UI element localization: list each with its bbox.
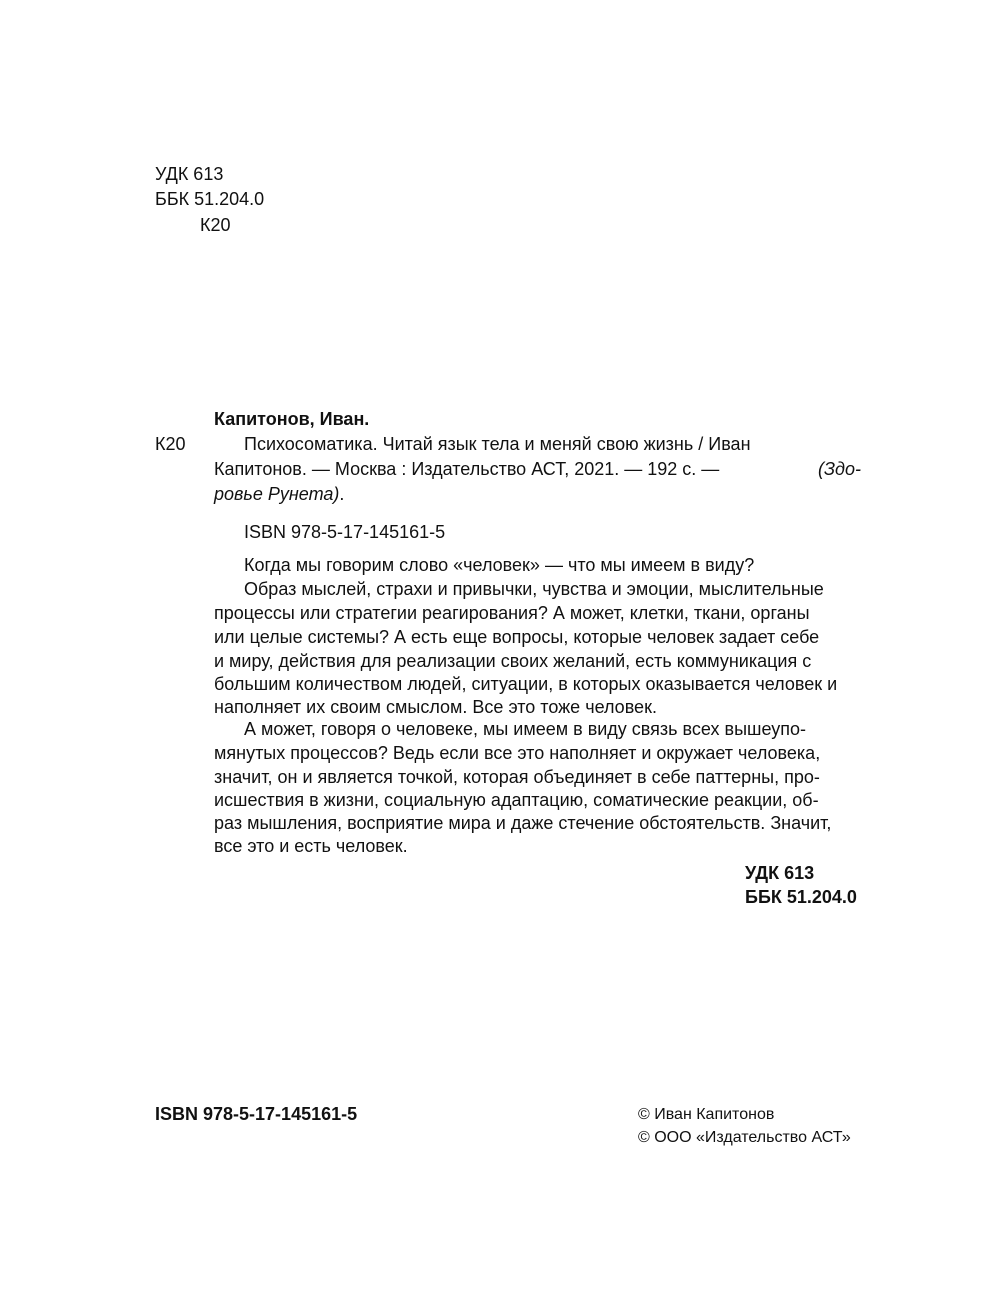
bib-publisher-text: Капитонов. — Москва : Издательство АСТ, 2021. — 192 с. — <box>214 459 720 479</box>
bbk-code-bottom: ББК 51.204.0 <box>745 887 857 907</box>
abstract-line: мянутых процессов? Ведь если все это наполняет и окружает человека, <box>214 743 821 763</box>
abstract-line: Когда мы говорим слово «человек» — что мы имеем в виду? <box>244 555 755 575</box>
bib-series-period: . <box>339 484 345 504</box>
bbk-code-top: ББК 51.204.0 <box>155 189 265 209</box>
bib-series-end: ровье Рунета) <box>214 484 340 504</box>
udk-code-bottom: УДК 613 <box>745 863 815 883</box>
abstract-line: большим количеством людей, ситуации, в которых оказывается человек и <box>214 674 838 694</box>
udk-code-top: УДК 613 <box>155 164 224 184</box>
abstract-line: или целые системы? А есть еще вопросы, которые человек задает себе <box>214 627 820 647</box>
author-heading: Капитонов, Иван. <box>214 409 370 429</box>
copyright-author: © Иван Капитонов <box>638 1106 775 1123</box>
author-sign-top: К20 <box>200 215 231 235</box>
abstract-line: А может, говоря о человеке, мы имеем в виду связь всех вышеупо- <box>244 719 807 739</box>
abstract-line: исшествия в жизни, социальную адаптацию, соматические реакции, об- <box>214 790 819 810</box>
author-sign-side: К20 <box>155 434 186 454</box>
bib-series-start: (Здо- <box>818 459 861 479</box>
abstract-line: Образ мыслей, страхи и привычки, чувства и эмоции, мыслительные <box>244 579 824 599</box>
isbn-record: ISBN 978-5-17-145161-5 <box>244 522 446 542</box>
bib-title-line-3 <box>214 483 344 506</box>
abstract-line: процессы или стратегии реагирования? А может, клетки, ткани, органы <box>214 603 810 623</box>
bib-title-line-1 <box>244 433 861 456</box>
isbn-footer: ISBN 978-5-17-145161-5 <box>155 1104 358 1124</box>
abstract-line: все это и есть человек. <box>214 836 408 856</box>
bib-title-text: Психосоматика. Читай язык тела и меняй свою жизнь / Иван <box>244 434 751 454</box>
abstract-line: значит, он и является точкой, которая объединяет в себе паттерны, про- <box>214 767 820 787</box>
abstract-line: раз мышления, восприятие мира и даже стечение обстоятельств. Значит, <box>214 813 832 833</box>
abstract-line: и миру, действия для реализации своих желаний, есть коммуникация с <box>214 651 812 671</box>
abstract-line: наполняет их своим смыслом. Все это тоже человек. <box>214 697 657 717</box>
copyright-publisher: © ООО «Издательство АСТ» <box>638 1129 851 1146</box>
bib-title-line-2 <box>214 458 861 481</box>
